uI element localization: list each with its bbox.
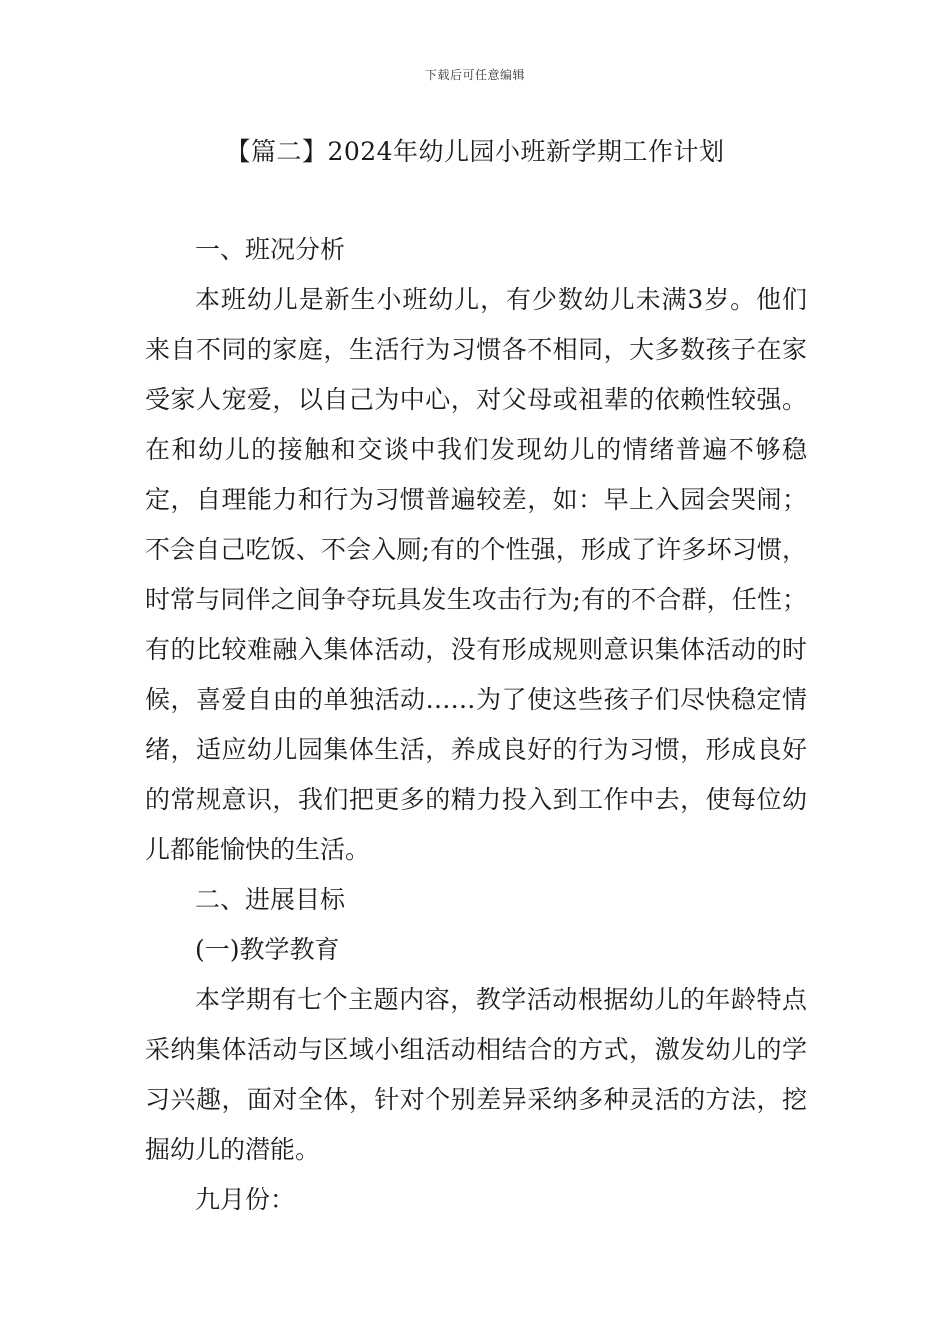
paragraph-teaching: 本学期有七个主题内容，教学活动根据幼儿的年龄特点采纳集体活动与区域小组活动相结合的方式，激发幼儿的学习兴趣，面对全体，针对个别差异采纳多种灵活的方法，挖掘幼儿的潜能。: [145, 985, 807, 1164]
subheading-teaching: (一)教学教育: [195, 935, 340, 964]
month-heading-september: 九月份：: [195, 1185, 296, 1214]
document-title: 【篇二】2024年幼儿园小班新学期工作计划: [225, 137, 725, 166]
document-body: [145, 225, 807, 1225]
section-heading-class-analysis: 一、班况分析: [195, 235, 346, 264]
header-note: 下载后可任意编辑: [424, 68, 525, 82]
section-heading-goals: 二、进展目标: [195, 885, 346, 914]
paragraph-class-analysis: 本班幼儿是新生小班幼儿，有少数幼儿未满3岁。他们来自不同的家庭，生活行为习惯各不相同，大多数孩子在家受家人宠爱，以自己为中心，对父母或祖辈的依赖性较强。在和幼儿的接触和交谈中我们发现幼儿的情绪普遍不够稳定，自理能力和行为习惯普遍较差，如：早上入园会哭闹；不会自己吃饭、不会入厕;有的个性强，形成了许多坏习惯，时常与同伴之间争夺玩具发生攻击行为;有的不合群，任性；有的比较难融入集体活动，没有形成规则意识集体活动的时候，喜爱自由的单独活动……为了使这些孩子们尽快稳定情绪，适应幼儿园集体生活，养成良好的行为习惯，形成良好的常规意识，我们把更多的精力投入到工作中去，使每位幼儿都能愉快的生活。: [145, 285, 807, 864]
